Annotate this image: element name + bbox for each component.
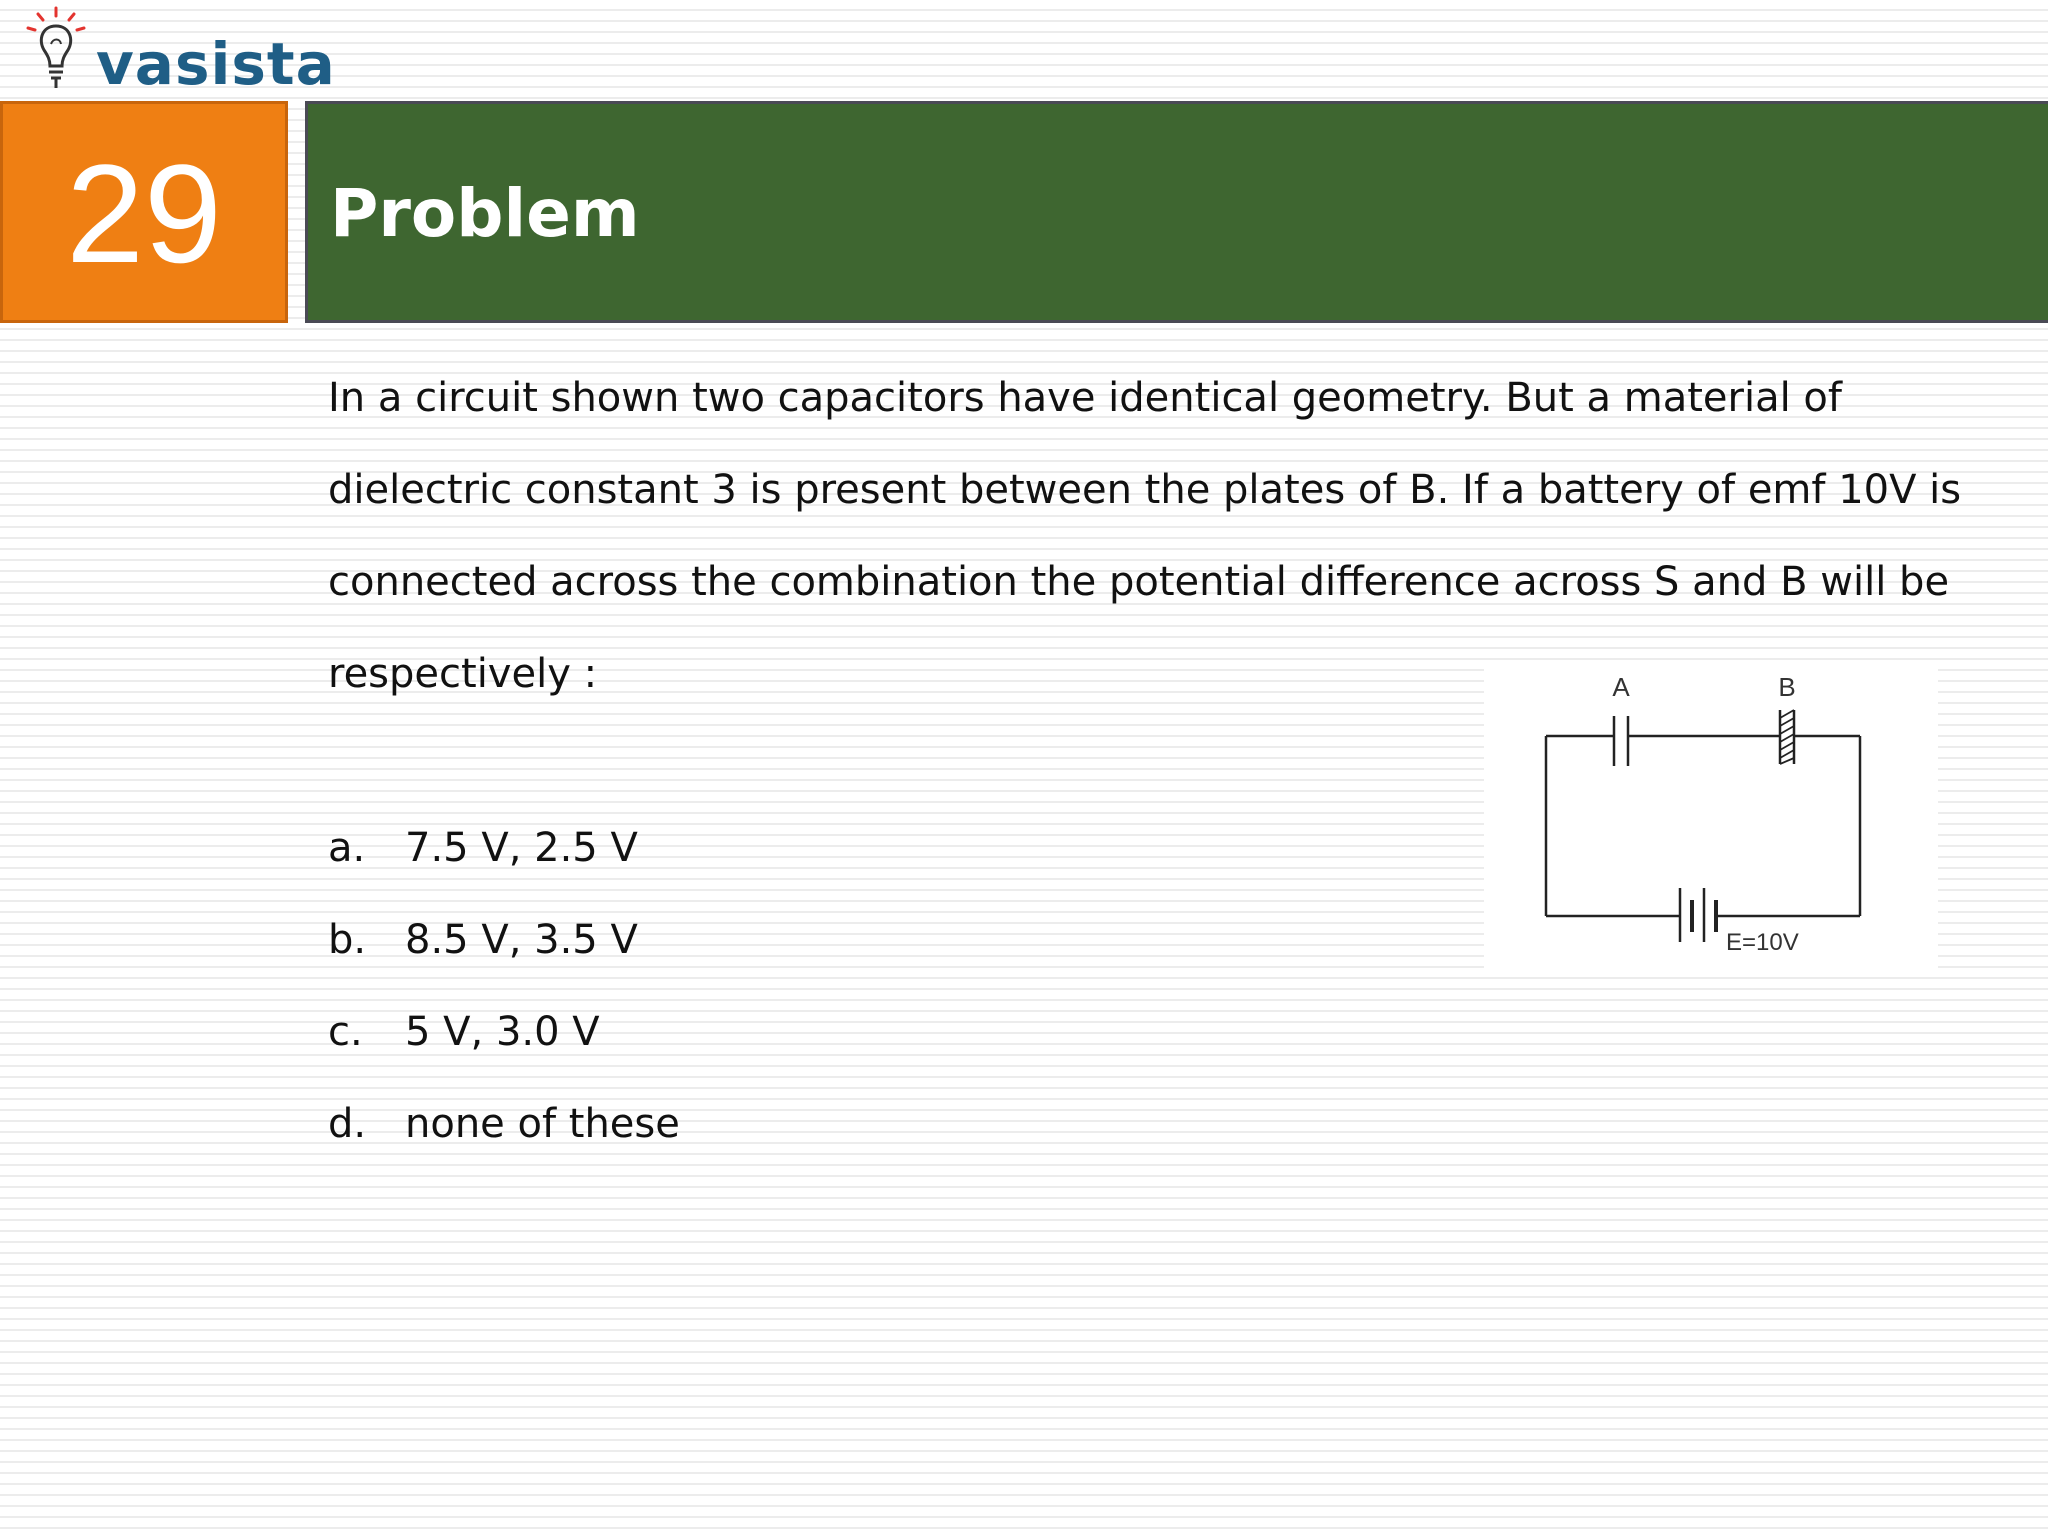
slide-title: Problem xyxy=(330,175,640,252)
option-text: 5 V, 3.0 V xyxy=(405,1009,600,1055)
option-letter: a. xyxy=(328,825,366,871)
logo-text: vasista xyxy=(96,30,336,98)
option-letter: c. xyxy=(328,1009,363,1055)
question-line: connected across the combination the potential difference across S and B will be xyxy=(328,559,1950,605)
option-c xyxy=(328,986,1028,1078)
capacitor-a-label: A xyxy=(1612,672,1630,702)
question-line: In a circuit shown two capacitors have identical geometry. But a material of xyxy=(328,375,1842,421)
option-a xyxy=(328,802,1028,894)
slide-number-box xyxy=(0,101,288,323)
option-d xyxy=(328,1078,1028,1170)
answer-options xyxy=(328,802,1028,1170)
emf-label: E=10V xyxy=(1726,929,1799,956)
dielectric-hatch xyxy=(1780,710,1794,764)
option-letter: d. xyxy=(328,1101,367,1147)
circuit-diagram xyxy=(1484,660,1938,972)
vasista-logo xyxy=(18,4,336,98)
lightbulb-icon xyxy=(18,4,98,96)
option-b xyxy=(328,894,1028,986)
option-letter: b. xyxy=(328,917,367,963)
question-line: dielectric constant 3 is present between the plates of B. If a battery of emf 10V is xyxy=(328,467,1962,513)
question-line: respectively : xyxy=(328,651,598,697)
capacitor-b-label: B xyxy=(1778,672,1796,702)
option-text: 8.5 V, 3.5 V xyxy=(405,917,638,963)
option-text: none of these xyxy=(405,1101,680,1147)
title-bar xyxy=(305,101,2048,323)
slide-number: 29 xyxy=(66,135,222,292)
option-text: 7.5 V, 2.5 V xyxy=(405,825,638,871)
